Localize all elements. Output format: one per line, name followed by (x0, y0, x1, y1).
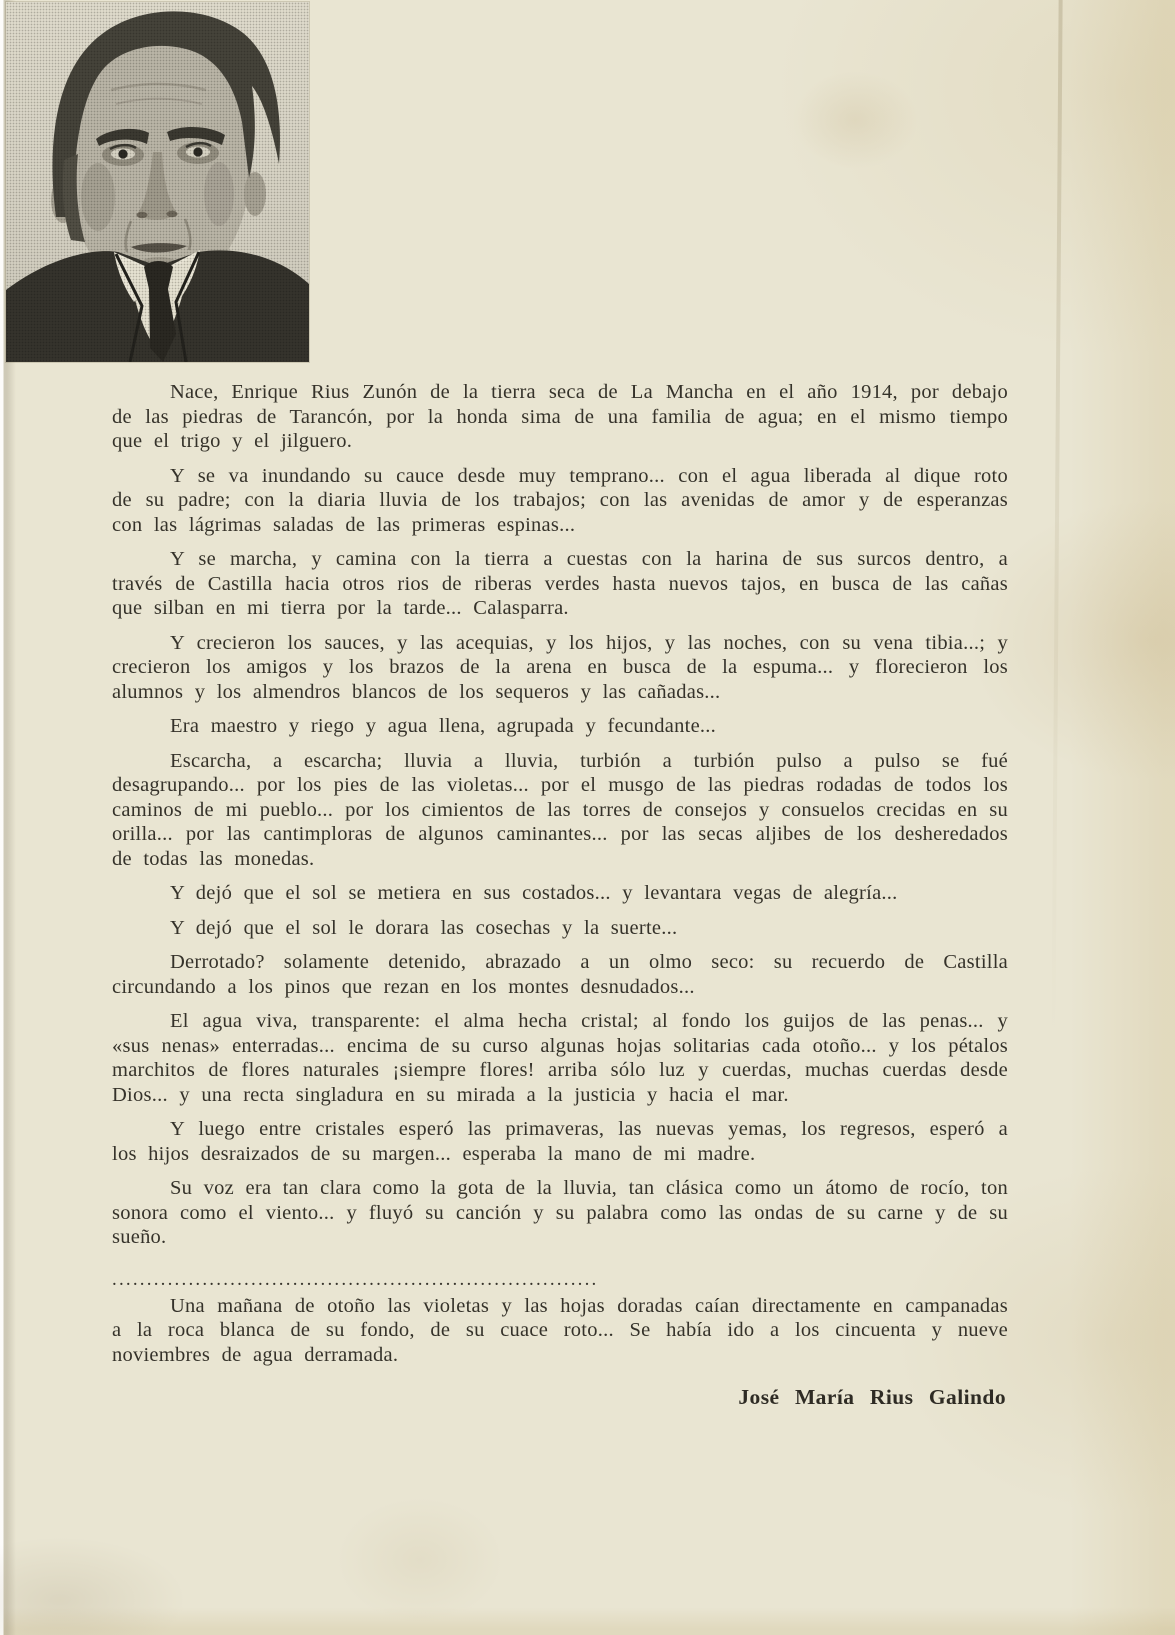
dotted-divider: ...................................................................... (112, 1273, 599, 1290)
paragraph: Y crecieron los sauces, y las acequias, y los hijos, y las noches, con su vena tibia...; y crecieron los amigos y los brazos de la arena en busca de la espuma... y florecieron los alumnos y los almendros blancos de los sequeros y las cañadas... (112, 631, 1008, 703)
paragraph: Era maestro y riego y agua llena, agrupada y fecundante... (170, 715, 717, 737)
paragraph: Y luego entre cristales esperó las primaveras, las nuevas yemas, los regresos, esperó a los hijos desraizados de su margen... esperaba la mano de mi madre. (112, 1118, 1008, 1165)
paragraph: Una mañana de otoño las violetas y las hojas doradas caían directamente en campanadas a la roca blanca de su fondo, de su cuace roto... Se había ido a los cincuenta y nueve noviembres de agua derramada. (112, 1294, 1008, 1366)
paragraph: Y se va inundando su cauce desde muy temprano... con el agua liberada al dique roto de su padre; con la diaria lluvia de los trabajos; con las avenidas de amor y de esperanzas con las lágrimas saladas de las primeras espinas... (112, 464, 1008, 536)
portrait-illustration (6, 2, 309, 362)
paragraph: Y se marcha, y camina con la tierra a cuestas con la harina de sus surcos dentro, a través de Castilla hacia otros rios de riberas verdes hasta nuevos tajos, en busca de las cañas que silban en mi tierra por la tarde... Calasparra. (112, 548, 1008, 619)
closing-paragraph-list (112, 1294, 1008, 1368)
paragraph: Escarcha, a escarcha; lluvia a lluvia, turbión a turbión pulso a pulso se fué desagrupando... por los pies de las violetas... por el musgo de las piedras rodadas de todos los caminos de mi pueblo... por los cimientos de las torres de consejos y consuelos crecidas en su orilla... por las cantimploras de algunos caminantes... por las secas aljibes de los desheredados de todas las monedas. (112, 749, 1008, 870)
paragraph: Y dejó que el sol se metiera en sus costados... y levantara vegas de alegría... (170, 882, 898, 904)
paragraph: Nace, Enrique Rius Zunón de la tierra seca de La Mancha en el año 1914, por debajo de las piedras de Tarancón, por la honda sima de una familia de agua; en el mismo tiempo que el trigo y el jilguero. (112, 381, 1008, 452)
portrait-photo (6, 2, 309, 362)
paragraph: El agua viva, transparente: el alma hecha cristal; al fondo los guijos de las penas... y «sus nenas» enterradas... encima de su curso algunas hojas solitarias cada otoño... y los pétalos marchitos de flores naturales ¡siempre flores! arriba sólo luz y cuerdas, muchas cuerdas desde Dios... y una recta singladura en su mirada a la justicia y hacia el mar. (112, 1010, 1008, 1106)
paragraph: Su voz era tan clara como la gota de la lluvia, tan clásica como un átomo de rocío, ton sonora como el viento... y fluyó su canción y su palabra como las ondas de su carne y de su sueño. (112, 1177, 1008, 1248)
paragraph: Derrotado? solamente detenido, abrazado a un olmo seco: su recuerdo de Castilla circundando a los pinos que rezan en los montes desnudados... (112, 951, 1008, 998)
page-crease (1051, 0, 1062, 1040)
paragraph: Y dejó que el sol le dorara las cosechas y la suerte... (170, 916, 678, 939)
author-signature: José María Rius Galindo (738, 1385, 1006, 1409)
biography-text (112, 380, 1008, 1410)
paragraph-list (112, 380, 1008, 1250)
